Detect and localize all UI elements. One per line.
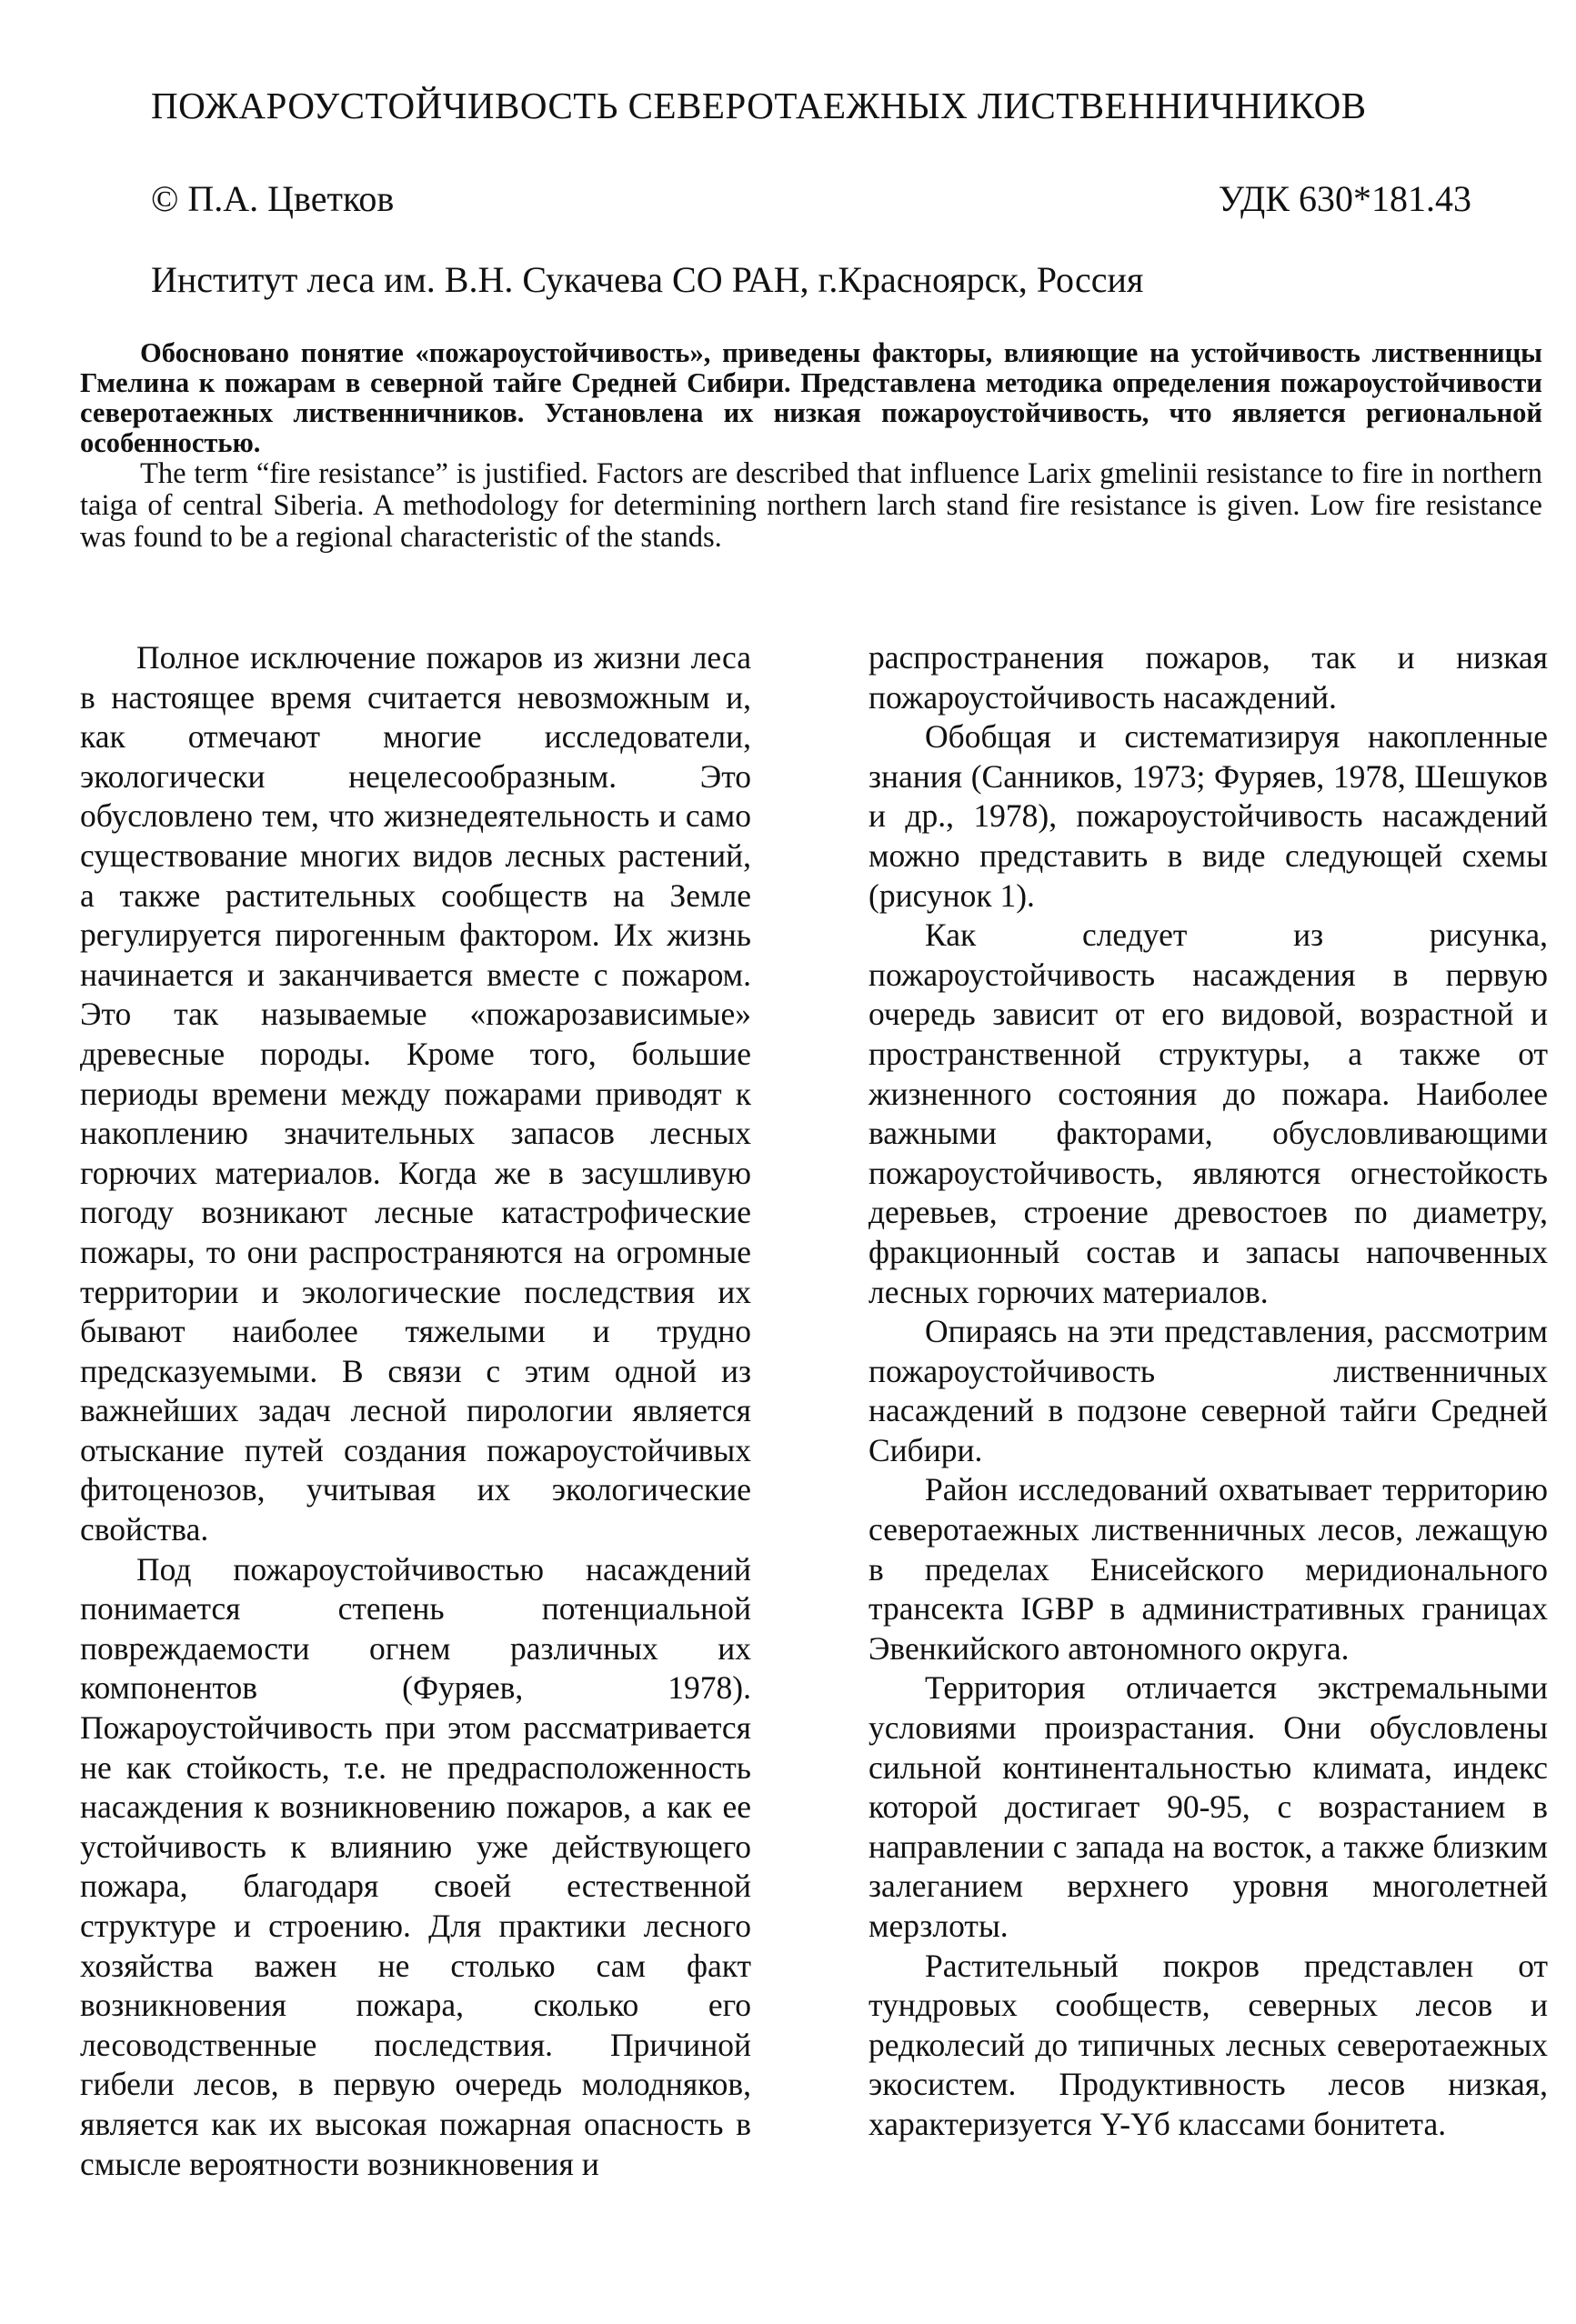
body-column-left xyxy=(80,638,751,2184)
affiliation: Институт леса им. В.Н. Сукачева СО РАН, г.Красноярск, Россия xyxy=(151,259,1144,300)
paragraph: Как следует из рисунка, пожароустойчивость насаждения в первую очередь зависит от его видовой, возрастной и пространственной структуры, а также от жизненного состояния до пожара. Наиболее важными факторами, обусловливающими пожароустойчивость, являются огнестойкость деревьев, строение древостоев по диаметру, фракционный состав и запасы напочвенных лесных горючих материалов. xyxy=(868,917,1548,1310)
abstract-ru: Обосновано понятие «пожароустойчивость», приведены факторы, влияющие на устойчивость лиственницы Гмелина к пожарам в северной тайге Средней Сибири. Представлена методика определения пожароустойчивости северотаежных лиственничников. Установлена их низкая пожароустойчивость, что является региональной особенностью. xyxy=(80,337,1542,458)
author: © П.А. Цветков xyxy=(151,178,395,219)
paragraph: Опираясь на эти представления, рассмотрим пожароустойчивость лиственничных насаждений в подзоне северной тайги Средней Сибири. xyxy=(868,1313,1548,1468)
paragraph: Полное исключение пожаров из жизни леса в настоящее время считается невозможным и, как отмечают многие исследователи, экологически нецелесообразным. Это обусловлено тем, что жизнедеятельность и само существование многих видов лесных растений, а также растительных сообществ на Земле регулируется пирогенным фактором. Их жизнь начинается и заканчивается вместе с пожаром. Это так называемые «пожарозависимые» древесные породы. Кроме того, большие периоды времени между пожарами приводят к накоплению значительных запасов лесных горючих материалов. Когда же в засушливую погоду возникают лесные катастрофические пожары, то они распространяются на огромные территории и экологические последствия их бывают наиболее тяжелыми и трудно предсказуемыми. В связи с этим одной из важнейших задач лесной пирологии является отыскание путей создания пожароустойчивых фитоценозов, учитывая их экологические свойства. xyxy=(80,639,751,1548)
paragraph: Территория отличается экстремальными условиями произрастания. Они обусловлены сильной континентальностью климата, индекс которой достигает 90-95, с возрастанием в направлении с запада на восток, а также близким залеганием верхнего уровня многолетней мерзлоты. xyxy=(868,1669,1548,1944)
paper-title: ПОЖАРОУСТОЙЧИВОСТЬ СЕВЕРОТАЕЖНЫХ ЛИСТВЕННИЧНИКОВ xyxy=(151,85,1367,126)
udk-code: УДК 630*181.43 xyxy=(1218,178,1471,219)
paragraph: распространения пожаров, так и низкая пожароустойчивость насаждений. xyxy=(868,639,1548,716)
abstract-en: The term “fire resistance” is justified. Factors are described that influence Larix gmelinii resistance to fire in northern taiga of central Siberia. A methodology for determining northern larch stand fire resistance is given. Low fire resistance was found to be a regional characteristic of the stands. xyxy=(80,457,1542,554)
paragraph: Район исследований охватывает территорию северотаежных лиственничных лесов, лежащую в пределах Енисейского меридионального трансекта IGBP в административных границах Эвенкийского автономного округа. xyxy=(868,1471,1548,1667)
abstract xyxy=(80,338,1542,554)
paragraph: Растительный покров представлен от тундровых сообществ, северных лесов и редколесий до типичных лесных северотаежных экосистем. Продуктивность лесов низкая, характеризуется Y-Yб классами бонитета. xyxy=(868,1947,1548,2142)
paragraph: Обобщая и систематизируя накопленные знания (Санников, 1973; Фуряев, 1978, Шешуков и др., 1978), пожароустойчивость насаждений можно представить в виде следующей схемы (рисунок 1). xyxy=(868,718,1548,914)
body-column-right xyxy=(868,638,1548,2145)
paragraph: Под пожароустойчивостью насаждений понимается степень потенциальной повреждаемости огнем различных их компонентов (Фуряев, 1978). Пожароустойчивость при этом рассматривается не как стойкость, т.е. не предрасположенность насаждения к возникновению пожаров, а как ее устойчивость к влиянию уже действующего пожара, благодаря своей естественной структуре и строению. Для практики лесного хозяйства важен не столько сам факт возникновения пожара, сколько его лесоводственные последствия. Причиной гибели лесов, в первую очередь молодняков, является как их высокая пожарная опасность в смысле вероятности возникновения и xyxy=(80,1550,751,2182)
